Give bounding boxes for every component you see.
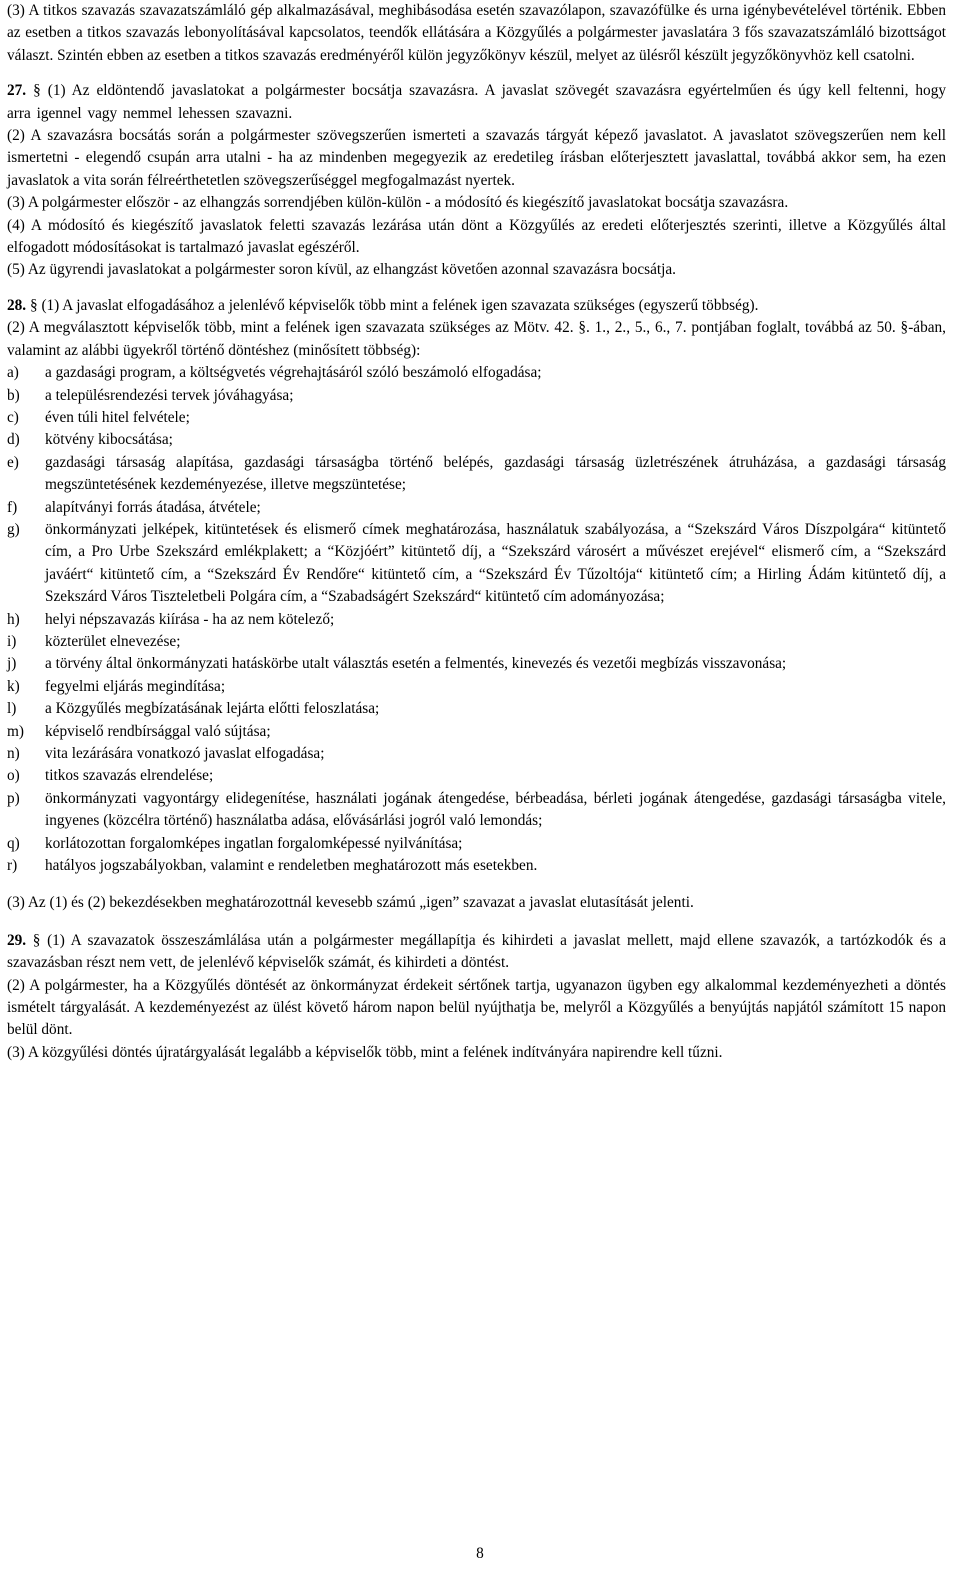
paragraph-text: (1) A szavazatok összeszámlálása után a polgármester megállapítja és kihirdeti a javaslat mellett, majd ellene szavazók, a tartózkodók és a szavazásban részt nem vett, de jelenlévő képviselők számát, és kihirdeti a döntést. (7, 931, 947, 972)
spacer (7, 67, 946, 80)
list-item-letter: j) (7, 655, 17, 673)
list-item-letter: i) (7, 632, 17, 650)
list-item (7, 855, 946, 877)
list-item (7, 452, 946, 497)
list-item-text: a törvény által önkormányzati hatáskörbe utalt választás esetén a felmentés, kinevezés és vezetői megbízás visszavonása; (45, 655, 787, 673)
list-item-letter: o) (7, 767, 20, 785)
list-item (7, 653, 946, 675)
list-item-letter: a) (7, 364, 19, 382)
list-item (7, 631, 946, 653)
list-item-letter: k) (7, 677, 20, 695)
paragraph-s27-1 (7, 80, 946, 125)
paragraph-s26-3: (3) A titkos szavazás szavazatszámláló gép alkalmazásával, meghibásodása esetén szavazólapon, szavazófülke és urna igénybevételével történik. Ebben az esetben a titkos szavazás lebonyolításával kapcsolatos, teendők ellátására a Közgyűlés a polgármester javaslatára 3 fős szavazatszámláló bizottságot választ. Szintén ebben az esetben a titkos szavazás eredményéről külön jegyzőkönyv készül, melyet az ülésről készült jegyzőkönyvhöz kell csatolni. (7, 2, 946, 64)
list-item-letter: q) (7, 834, 20, 852)
spacer (7, 877, 946, 892)
list-item-letter: f) (7, 498, 18, 516)
list-item-letter: g) (7, 520, 20, 538)
list-item-letter: m) (7, 722, 24, 740)
paragraph-text: (1) Az eldöntendő javaslatokat a polgármester bocsátja szavazásra. A javaslat szövegét szavazásra egyértelműen és úgy kell feltenni, hogy arra igennel vagy nemmel lehessen szavazni. (7, 82, 946, 122)
list-item (7, 698, 946, 720)
list-item (7, 743, 946, 765)
list-item-letter: p) (7, 789, 20, 807)
list-item-text: közterület elnevezése; (45, 632, 181, 650)
list-item-letter: b) (7, 386, 20, 404)
section-sign: § (33, 82, 41, 100)
section-number: 29. (7, 931, 27, 949)
list-item-text: korlátozottan forgalomképes ingatlan forgalomképessé nyilvánítása; (45, 834, 463, 852)
list-item-letter: d) (7, 431, 20, 449)
list-item-text: a településrendezési tervek jóváhagyása; (45, 386, 294, 404)
paragraph-s29-1 (7, 930, 946, 975)
list-item-text: éven túli hitel felvétele; (45, 408, 190, 426)
list-item (7, 407, 946, 429)
section-sign: § (32, 931, 41, 949)
list-item-text: vita lezárására vonatkozó javaslat elfogadása; (45, 745, 325, 762)
list-item-text: önkormányzati vagyontárgy elidegenítése, használati jogának átengedése, bérbeadása, bérleti jogának átengedése, gazdasági társaságba vitele, ingyenes (közcélra történő) használatba adása, elővásárlási jogról való lemondás; (45, 789, 946, 830)
list-item-text: hatályos jogszabályokban, valamint e rendeletben meghatározott más esetekben. (45, 857, 538, 875)
list-item-text: helyi népszavazás kiírása - ha az nem kötelező; (45, 610, 335, 628)
list-item (7, 497, 946, 519)
page-number: 8 (476, 1545, 484, 1562)
list-item-text: képviselő rendbírsággal való sújtása; (45, 722, 271, 740)
paragraph-s27-4: (4) A módosító és kiegészítő javaslatok feletti szavazás lezárása után dönt a Közgyűlés az eredeti előterjesztés szerinti, illetve a Közgyűlés által elfogadott módosításokat is tartalmazó javaslat egészéről. (7, 216, 946, 257)
list-item-letter: l) (7, 700, 17, 718)
paragraph-s28-2: (2) A megválasztott képviselők több, mint a felének igen szavazata szükséges az Mötv. 42. §. 1., 2., 5., 6., 7. pontjában foglalt, továbbá az 50. §-ában, valamint az alábbi ügyekről történő döntéshez (minősített többség): (7, 319, 946, 359)
paragraph-text: (1) A javaslat elfogadásához a jelenlévő képviselők több mint a felének igen szavazata szükséges (egyszerű többség). (41, 296, 759, 314)
section-sign: § (29, 296, 38, 314)
list-item-letter: c) (7, 408, 19, 426)
list-item-letter: e) (7, 453, 19, 471)
list-item-text: alapítványi forrás átadása, átvétele; (45, 498, 261, 516)
paragraph-s27-5: (5) Az ügyrendi javaslatokat a polgármester soron kívül, az elhangzást követően azonnal szavazásra bocsátja. (7, 261, 676, 279)
list-item-letter: r) (7, 857, 18, 875)
spacer (7, 915, 946, 930)
paragraph-s28-1 (7, 295, 946, 317)
list-item (7, 609, 946, 631)
paragraph-s29-3: (3) A közgyűlési döntés újratárgyalását legalább a képviselők több, mint a felének indítványára napirendre kell tűzni. (7, 1043, 723, 1061)
list-item (7, 429, 946, 451)
paragraph-s28-3: (3) Az (1) és (2) bekezdésekben meghatározottnál kevesebb számú „igen” szavazat a javaslat elutasítását jelenti. (7, 894, 694, 912)
paragraph-s27-3: (3) A polgármester először - az elhangzás sorrendjében külön-külön - a módosító és kiegészítő javaslatokat bocsátja szavazásra. (7, 194, 789, 212)
list-item (7, 788, 946, 833)
list-item (7, 721, 946, 743)
list-item (7, 676, 946, 698)
list-item (7, 765, 946, 787)
list-item-text: gazdasági társaság alapítása, gazdasági társaságba történő belépés, gazdasági társaság üzletrészének átruházása, a gazdasági társaság megszüntetésének kezdeményezése, illetve megszüntetése; (45, 453, 946, 494)
list-item (7, 385, 946, 407)
list-item-text: titkos szavazás elrendelése; (45, 767, 214, 785)
spacer (7, 282, 946, 295)
list-item-text: a Közgyűlés megbízatásának lejárta előtti feloszlatása; (45, 700, 380, 718)
section-number: 28. (7, 296, 27, 314)
section-number: 27. (7, 82, 27, 100)
list-item (7, 519, 946, 609)
list-item-text: a gazdasági program, a költségvetés végrehajtásáról szóló beszámoló elfogadása; (45, 364, 542, 382)
list-item-letter: n) (7, 745, 20, 762)
paragraph-s27-2: (2) A szavazásra bocsátás során a polgármester szövegszerűen ismerteti a szavazás tárgyát képező javaslatot. A javaslatot szövegszerűen nem kell ismertetni - elegendő csupán arra utalni - ha az mindenben megegyezik az eredetileg írásban előterjesztett javaslattal, továbbá akkor sem, ha ezen javaslatok a vita során félreérthetetlen szövegszerűséggel megfogalmazást nyertek. (7, 127, 946, 189)
list-item (7, 362, 946, 384)
list-item-text: kötvény kibocsátása; (45, 431, 173, 449)
list-item-text: fegyelmi eljárás megindítása; (45, 677, 226, 695)
paragraph-s29-2: (2) A polgármester, ha a Közgyűlés döntését az önkormányzat érdekeit sértőnek tartja, ugyanazon ügyben egy alkalommal kezdeményezheti a döntés ismételt tárgyalását. A kezdeményezést az ülést követő három napon belül nyújthatja be, melyről a Közgyűlés a benyújtás napjától számított 15 napon belül dönt. (7, 976, 946, 1039)
list-item-text: önkormányzati jelképek, kitüntetések és elismerő címek meghatározása, használatuk szabályozása, a “Szekszárd Város Díszpolgára“ kitüntető cím, a Pro Urbe Szekszárd emlékplakett; a “Közjóért” kitüntető díj, a “Szekszárd városért a művészet erejével“ elismerő cím, a “Szekszárd javáért“ kitüntető cím, a “Szekszárd Év Rendőre“ kitüntető cím, a “Szekszárd Év Tűzoltója“ kitüntető cím; a Hirling Ádám kitüntető díj, a Szekszárd Város Tiszteletbeli Polgára cím, a “Szabadságért Szekszárd“ kitüntető cím adományozása; (45, 520, 946, 606)
qualified-majority-list (7, 362, 946, 877)
list-item-letter: h) (7, 610, 20, 628)
list-item (7, 833, 946, 855)
